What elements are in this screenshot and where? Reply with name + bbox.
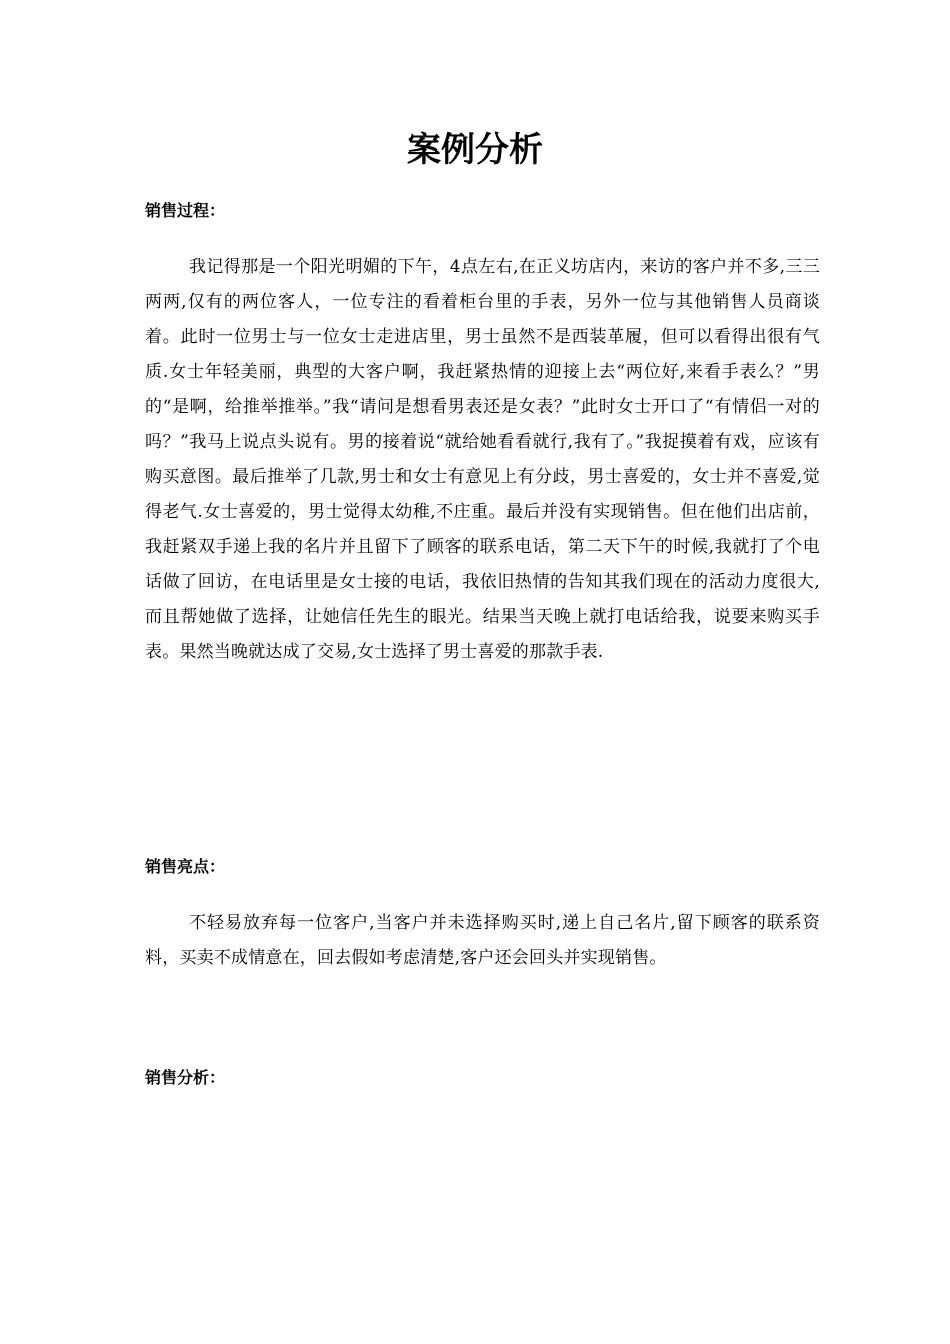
section-heading-process: 销售过程：	[145, 201, 226, 220]
section-heading-analysis: 销售分析：	[145, 1068, 226, 1087]
page-title: 案例分析	[407, 130, 543, 170]
section-body-highlights: 不轻易放弃每一位客户,当客户并未选择购买时,递上自己名片,留下顾客的联系资料，买卖不成情意在，回去假如考虑清楚,客户还会回头并实现销售。	[145, 913, 820, 968]
section-heading-highlights: 销售亮点：	[145, 857, 226, 876]
section-body-process: 我记得那是一个阳光明媚的下午，4点左右,在正义坊店内，来访的客户并不多,三三两两,仅有的两位客人，一位专注的看着柜台里的手表，另外一位与其他销售人员商谈着。此时一位男士与一位女士走进店里，男士虽然不是西装革履，但可以看得出很有气质.女士年轻美丽，典型的大客户啊，我赶紧热情的迎接上去“两位好,来看手表么？”男的“是啊，给推举推举。”我“请问是想看男表还是女表？”此时女士开口了“有情侣一对的吗？”我马上说点头说有。男的接着说“就给她看看就行,我有了。”我捉摸着有戏，应该有购买意图。最后推举了几款,男士和女士有意见上有分歧，男士喜爱的，女士并不喜爱,觉得老气.女士喜爱的，男士觉得太幼稚,不庄重。最后并没有实现销售。但在他们出店前，我赶紧双手递上我的名片并且留下了顾客的联系电话，第二天下午的时候,我就打了个电话做了回访，在电话里是女士接的电话，我依旧热情的告知其我们现在的活动力度很大,而且帮她做了选择，让她信任先生的眼光。结果当天晚上就打电话给我，说要来购买手表。果然当晚就达成了交易,女士选择了男士喜爱的那款手表.	[145, 257, 820, 662]
